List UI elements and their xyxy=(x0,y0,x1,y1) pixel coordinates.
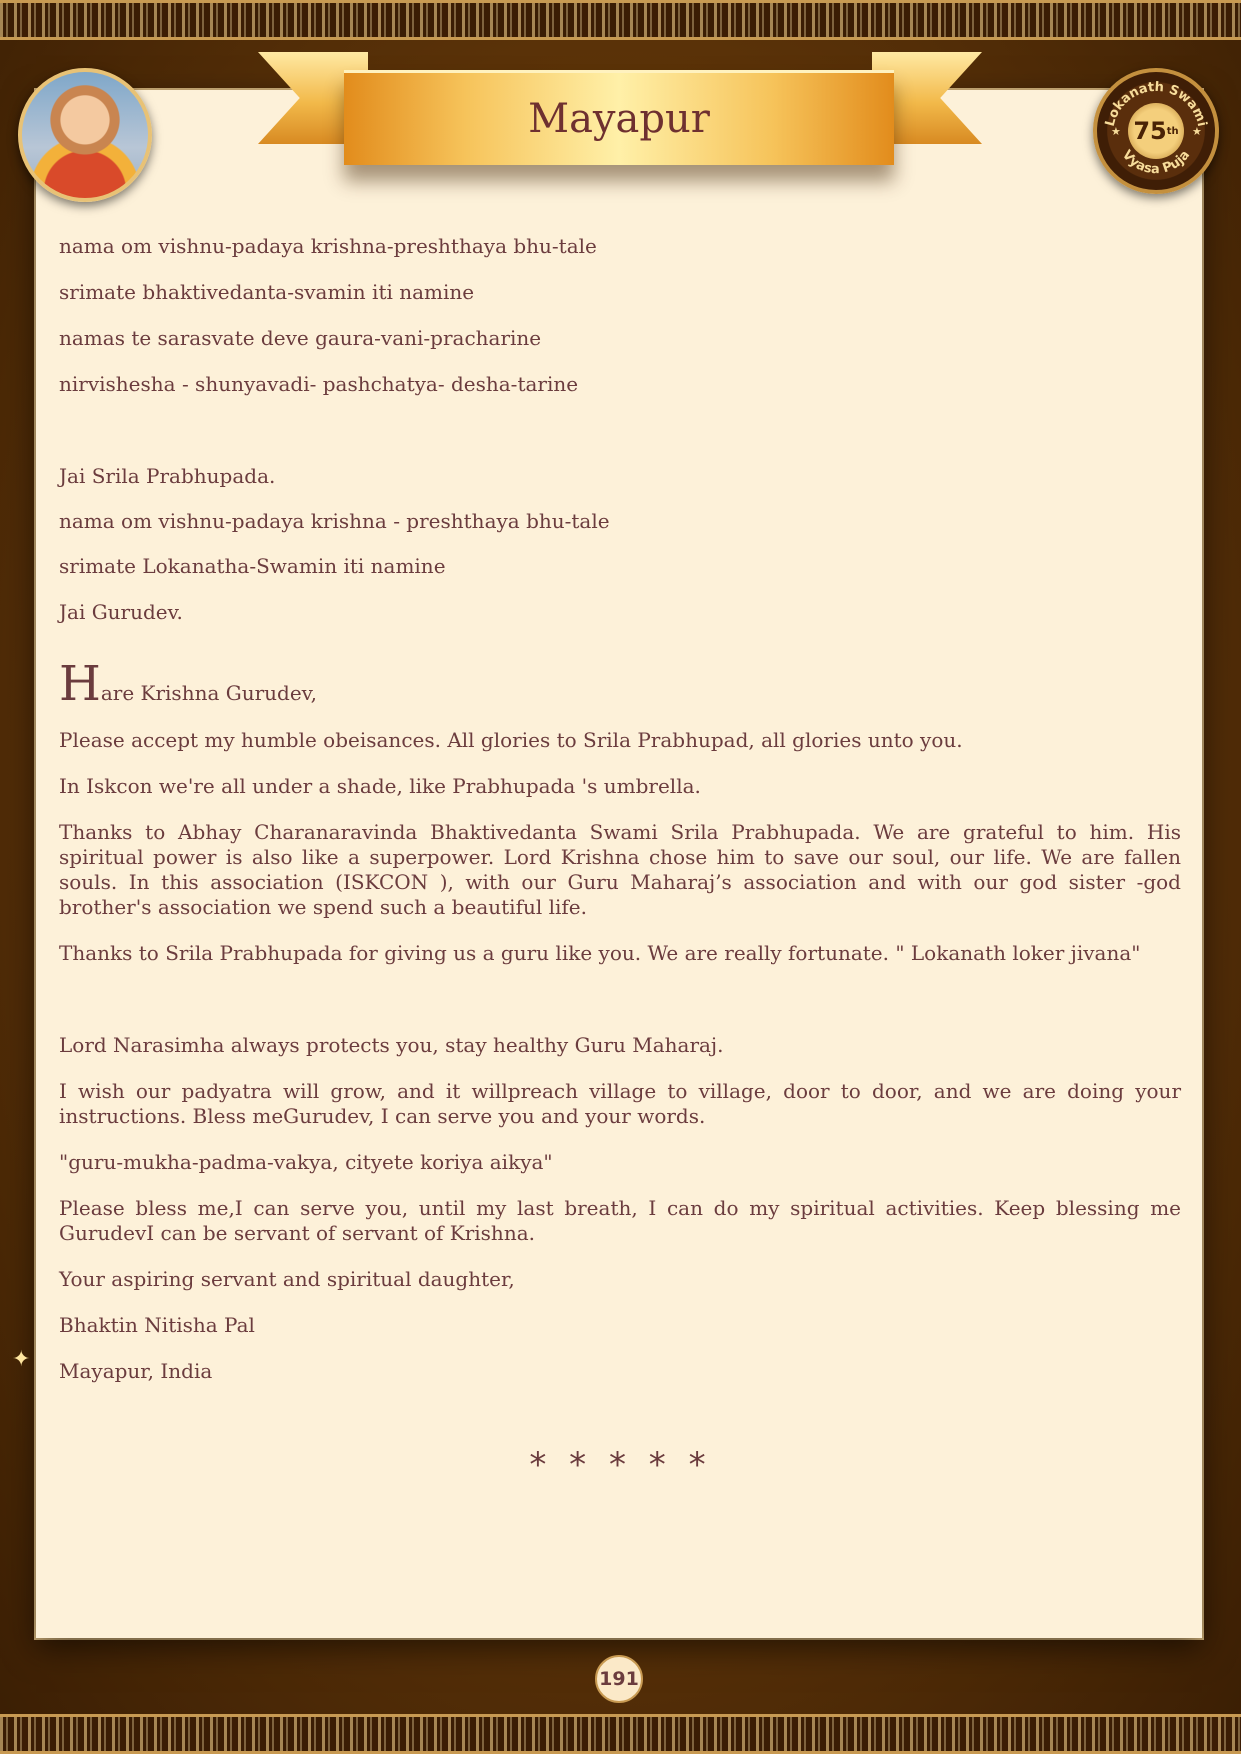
star-icon: ★ xyxy=(1192,125,1202,138)
paragraph: Please bless me,I can serve you, until my last breath, I can do my spiritual activities. Keep blessing me GurudevI can be servant of servant of Krishna. xyxy=(59,1196,1181,1245)
paragraph: Lord Narasimha always protects you, stay healthy Guru Maharaj. xyxy=(59,1033,724,1057)
paragraph: I wish our padyatra will grow, and it willpreach village to village, door to door, and we are doing your instructions. Bless meGurudev, I can serve you and your words. xyxy=(59,1079,1181,1128)
section-separator: * * * * * xyxy=(529,1445,712,1485)
paragraph: In Iskcon we're all under a shade, like Prabhupada 's umbrella. xyxy=(59,774,701,798)
verse-line: Jai Gurudev. xyxy=(59,600,183,624)
top-ornamental-border xyxy=(0,0,1241,40)
verse-line: nama om vishnu-padaya krishna-preshthaya bhu-tale xyxy=(59,234,597,258)
vyasa-puja-badge xyxy=(1093,68,1219,194)
drop-cap: H xyxy=(59,656,101,712)
verse-line: srimate Lokanatha-Swamin iti namine xyxy=(59,554,446,578)
signature-name: Bhaktin Nitisha Pal xyxy=(59,1313,255,1337)
title-ribbon xyxy=(258,50,982,170)
page-number: 191 xyxy=(595,1655,643,1703)
badge-top-text: Lokanath Swami xyxy=(1102,79,1210,129)
salutation: Hare Krishna Gurudev, xyxy=(59,656,317,712)
verse-line: srimate bhaktivedanta-svamin iti namine xyxy=(59,280,475,304)
verse-line: nama om vishnu-padaya krishna - preshthaya bhu-tale xyxy=(59,509,610,533)
sparkle-icon: ✦ xyxy=(12,1347,31,1372)
page-title: Mayapur xyxy=(528,96,710,142)
ribbon-banner xyxy=(344,70,894,165)
verse-line: nirvishesha - shunyavadi- pashchatya- desha-tarine xyxy=(59,372,579,396)
closing-line: Your aspiring servant and spiritual daughter, xyxy=(59,1267,515,1291)
signature-place: Mayapur, India xyxy=(59,1359,213,1383)
paragraph: "guru-mukha-padma-vakya, cityete koriya aikya" xyxy=(59,1150,553,1174)
paragraph: Please accept my humble obeisances. All glories to Srila Prabhupad, all glories unto you. xyxy=(59,728,963,752)
badge-number: 75 th xyxy=(1128,103,1184,159)
star-icon: ★ xyxy=(1111,125,1121,138)
verse-line: Jai Srila Prabhupada. xyxy=(59,464,276,488)
paragraph: Thanks to Abhay Charanaravinda Bhaktivedanta Swami Srila Prabhupada. We are grateful to him. His spiritual power is also like a superpower. Lord Krishna chose him to save our soul, our life. We are fallen souls. In this association (ISKCON ), with our Guru Maharaj’s association and with our god sister -god brother's association we spend such a beautiful life. xyxy=(59,820,1181,919)
verse-line: namas te sarasvate deve gaura-vani-pracharine xyxy=(59,326,542,350)
avatar xyxy=(18,68,152,202)
badge-bottom-text: Vyasa Puja xyxy=(1118,147,1194,178)
bottom-ornamental-border xyxy=(0,1714,1241,1754)
paragraph: Thanks to Srila Prabhupada for giving us a guru like you. We are really fortunate. " Lokanath loker jivana" xyxy=(59,941,1141,965)
